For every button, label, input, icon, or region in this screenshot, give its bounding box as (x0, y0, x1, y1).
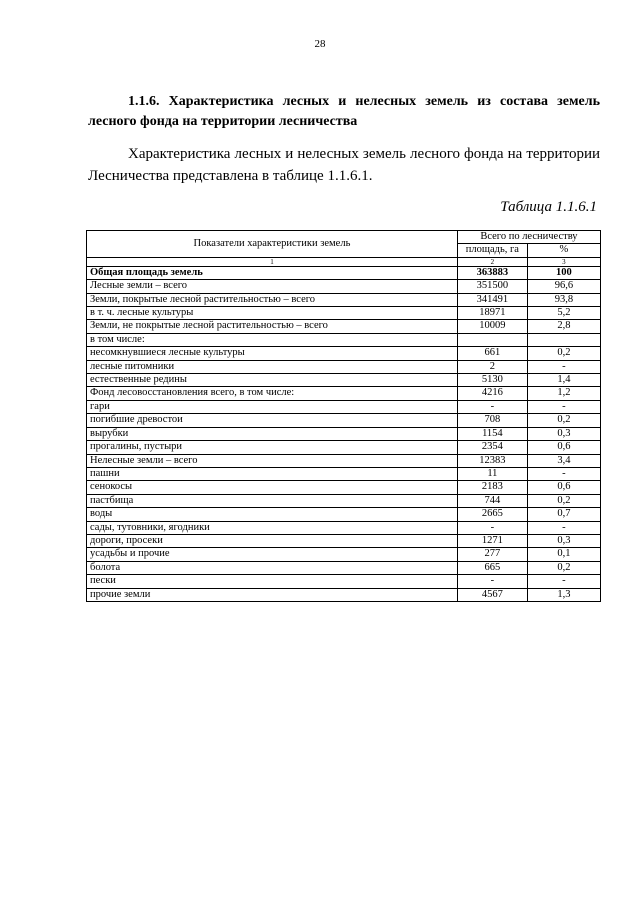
row-percent-value: 0,7 (527, 508, 600, 521)
row-area-value: 744 (457, 494, 527, 507)
row-area-value: 708 (457, 414, 527, 427)
row-area-value: 661 (457, 347, 527, 360)
table-row (87, 534, 601, 547)
header-percent: % (527, 244, 600, 257)
row-percent-value: 1,3 (527, 588, 600, 601)
row-label: Фонд лесовосстановления всего, в том числе: (87, 387, 458, 400)
column-index: 2 (457, 257, 527, 266)
row-area-value: 341491 (457, 293, 527, 306)
row-area-value: 1154 (457, 427, 527, 440)
row-label: погибшие древостои (87, 414, 458, 427)
table-row (87, 360, 601, 373)
table-row (87, 347, 601, 360)
intro-paragraph: Характеристика лесных и нелесных земель лесного фонда на территории Лесничества представлена в таблице 1.1.6.1. (88, 146, 600, 184)
header-area: площадь, га (457, 244, 527, 257)
row-label: несомкнувшиеся лесные культуры (87, 347, 458, 360)
row-label: дороги, просеки (87, 534, 458, 547)
row-percent-value: 0,2 (527, 561, 600, 574)
row-percent-value: 93,8 (527, 293, 600, 306)
row-percent-value: 1,4 (527, 374, 600, 387)
row-percent-value: - (527, 360, 600, 373)
row-label: естественные редины (87, 374, 458, 387)
row-area-value: 665 (457, 561, 527, 574)
row-area-value: - (457, 400, 527, 413)
row-label: сады, тутовники, ягодники (87, 521, 458, 534)
row-percent-value: - (527, 400, 600, 413)
header-indicator: Показатели характеристики земель (87, 231, 458, 258)
table-body (87, 266, 601, 601)
table-row (87, 508, 601, 521)
row-percent-value: 2,8 (527, 320, 600, 333)
row-percent-value: 3,4 (527, 454, 600, 467)
table-row (87, 521, 601, 534)
table-row (87, 427, 601, 440)
column-index: 1 (87, 257, 458, 266)
row-area-value: 2354 (457, 441, 527, 454)
row-label: Общая площадь земель (87, 266, 458, 279)
row-label: Земли, покрытые лесной растительностью – всего (87, 293, 458, 306)
row-percent-value: 0,3 (527, 534, 600, 547)
row-label: в том числе: (87, 333, 458, 346)
table-row (87, 494, 601, 507)
table-row (87, 400, 601, 413)
row-area-value: 363883 (457, 266, 527, 279)
row-area-value: 18971 (457, 307, 527, 320)
row-percent-value: 1,2 (527, 387, 600, 400)
row-area-value: 2665 (457, 508, 527, 521)
table-row (87, 333, 601, 346)
row-area-value: - (457, 521, 527, 534)
row-area-value: 11 (457, 467, 527, 480)
row-area-value: 5130 (457, 374, 527, 387)
row-percent-value: 96,6 (527, 280, 600, 293)
table-row (87, 387, 601, 400)
row-percent-value: 0,2 (527, 494, 600, 507)
row-label: Нелесные земли – всего (87, 454, 458, 467)
row-area-value: 1271 (457, 534, 527, 547)
table-row (87, 575, 601, 588)
row-label: усадьбы и прочие (87, 548, 458, 561)
row-label: лесные питомники (87, 360, 458, 373)
row-area-value: - (457, 575, 527, 588)
row-label: прочие земли (87, 588, 458, 601)
column-index: 3 (527, 257, 600, 266)
row-label: вырубки (87, 427, 458, 440)
row-label: Земли, не покрытые лесной растительностью – всего (87, 320, 458, 333)
row-label: сенокосы (87, 481, 458, 494)
row-percent-value: 0,6 (527, 481, 600, 494)
table-row (87, 307, 601, 320)
row-label: пески (87, 575, 458, 588)
row-label: пастбища (87, 494, 458, 507)
row-label: пашни (87, 467, 458, 480)
row-label: в т. ч. лесные культуры (87, 307, 458, 320)
row-percent-value: 0,2 (527, 414, 600, 427)
table-row (87, 374, 601, 387)
row-percent-value: 5,2 (527, 307, 600, 320)
row-label: гари (87, 400, 458, 413)
table-row (87, 454, 601, 467)
row-area-value (457, 333, 527, 346)
table-row (87, 561, 601, 574)
table-row (87, 414, 601, 427)
row-area-value: 351500 (457, 280, 527, 293)
row-percent-value: - (527, 575, 600, 588)
row-area-value: 277 (457, 548, 527, 561)
section-heading: 1.1.6. Характеристика лесных и нелесных земель из состава земель лесного фонда на территории лесничества (88, 94, 600, 129)
row-area-value: 4567 (457, 588, 527, 601)
row-area-value: 10009 (457, 320, 527, 333)
table-row (87, 467, 601, 480)
row-percent-value: 100 (527, 266, 600, 279)
row-percent-value: 0,1 (527, 548, 600, 561)
row-area-value: 12383 (457, 454, 527, 467)
table-row (87, 293, 601, 306)
table-caption: Таблица 1.1.6.1 (500, 199, 597, 215)
row-label: прогалины, пустыри (87, 441, 458, 454)
row-label: Лесные земли – всего (87, 280, 458, 293)
header-group-total: Всего по лесничеству (457, 231, 600, 244)
row-percent-value: - (527, 467, 600, 480)
table-row (87, 588, 601, 601)
table-row (87, 548, 601, 561)
table-row (87, 441, 601, 454)
row-percent-value: - (527, 521, 600, 534)
table-row (87, 266, 601, 279)
row-label: воды (87, 508, 458, 521)
row-percent-value (527, 333, 600, 346)
column-index-row (87, 257, 601, 266)
row-percent-value: 0,6 (527, 441, 600, 454)
table-row (87, 320, 601, 333)
row-label: болота (87, 561, 458, 574)
table-row (87, 481, 601, 494)
row-area-value: 4216 (457, 387, 527, 400)
land-characteristics-table (86, 230, 601, 602)
row-percent-value: 0,2 (527, 347, 600, 360)
row-area-value: 2 (457, 360, 527, 373)
table-row (87, 280, 601, 293)
page-number: 28 (314, 38, 326, 50)
row-area-value: 2183 (457, 481, 527, 494)
row-percent-value: 0,3 (527, 427, 600, 440)
